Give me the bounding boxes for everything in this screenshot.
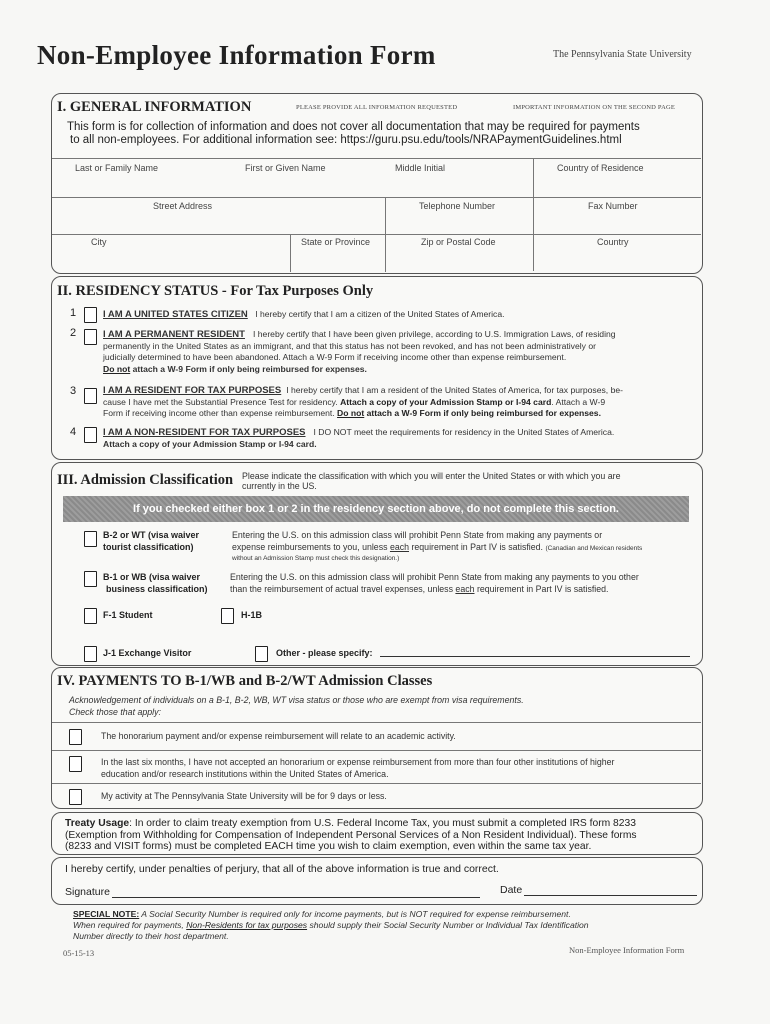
residency-2-text — [103, 329, 673, 375]
residency-3-title: I AM A RESIDENT FOR TAX PURPOSES — [103, 385, 282, 396]
intro-line-2: to all non-employees. For additional information see: https://guru.psu.edu/tools/NRAPaymentGuidelines.html — [70, 134, 622, 146]
section3-heading: III. Admission Classification — [57, 472, 234, 488]
section4-sub1: Acknowledgement of individuals on a B-1, B-2, WB, WT visa status or those who are exempt from visa requirements. — [69, 695, 524, 705]
section3-instructions — [242, 472, 682, 491]
f1-label: F-1 Student — [103, 610, 153, 620]
residency-4-text — [103, 427, 673, 450]
section1-note-right: IMPORTANT INFORMATION ON THE SECOND PAGE — [513, 104, 676, 111]
residency-4-title: I AM A NON-RESIDENT FOR TAX PURPOSES — [103, 427, 306, 438]
fax-field[interactable]: Fax Number — [588, 201, 638, 211]
payments-item2-line1: In the last six months, I have not accepted an honorarium or expense reimbursement from more than four other institutions of higher — [101, 757, 615, 767]
b1-description — [230, 571, 690, 595]
b1-desc-line2b: requirement in Part IV is satisfied. — [474, 584, 609, 594]
section3-banner: If you checked either box 1 or 2 in the residency section above, do not complete this section. — [63, 496, 689, 522]
intro-line-1: This form is for collection of information and does not cover all documentation that may be required for payments — [67, 121, 640, 133]
b1-desc-line2a: than the reimbursement of actual travel expenses, unless — [230, 584, 456, 594]
footer-code: 05-15-13 — [63, 948, 95, 958]
b1-checkbox[interactable] — [84, 571, 97, 587]
residency-1-title: I AM A UNITED STATES CITIZEN — [103, 309, 248, 320]
special-note-nonresidents: Non-Residents for tax purposes — [186, 920, 308, 930]
h1b-label: H-1B — [241, 610, 263, 620]
special-note-line2b: should supply their Social Security Number or Individual Tax Identification — [307, 920, 589, 930]
city-field[interactable]: City — [91, 237, 107, 247]
payments-item2-line2: education and/or research institutions within the United States of America. — [101, 769, 389, 779]
residency-4-number: 4 — [70, 426, 77, 438]
special-note — [73, 909, 693, 942]
residency-1-checkbox[interactable] — [84, 307, 97, 323]
payments-item3-checkbox[interactable] — [69, 789, 82, 805]
state-field[interactable]: State or Province — [301, 237, 371, 247]
other-label: Other - please specify: — [276, 648, 373, 658]
b1-desc-each: each — [455, 584, 475, 594]
b1-desc-line1: Entering the U.S. on this admission class will prohibit Penn State from making any payments to you other — [230, 572, 639, 582]
date-label: Date — [500, 884, 523, 896]
university-name: The Pennsylvania State University — [553, 49, 692, 60]
street-address-field[interactable]: Street Address — [153, 201, 213, 211]
b1-label-line2: business classification) — [106, 584, 208, 594]
b2-note-line2: without an Admission Stamp must check this designation.) — [232, 555, 400, 562]
section4-row-line-2 — [52, 750, 701, 751]
middle-initial-field[interactable]: Middle Initial — [395, 163, 446, 173]
special-note-line3: Number directly to their host department. — [73, 931, 229, 941]
residency-3-do-not: Do not — [337, 408, 365, 418]
section4-sub2: Check those that apply: — [69, 706, 161, 717]
grid-v-2 — [385, 197, 386, 234]
section4-subtitle — [69, 695, 524, 718]
residency-3-line2b: Attach a copy of your Admission Stamp or I-94 card — [340, 396, 552, 407]
residency-2-title: I AM A PERMANENT RESIDENT — [103, 329, 245, 340]
residency-2-line4: attach a W-9 Form if only being reimbursed for expenses. — [130, 363, 367, 374]
section4-row-line-1 — [52, 722, 701, 723]
special-note-line2a: When required for payments, — [73, 920, 187, 930]
b2-desc-line2a: expense reimbursements to you, unless — [232, 542, 390, 552]
residency-3-line2c: . Attach a W-9 — [551, 396, 606, 407]
last-name-field[interactable]: Last or Family Name — [75, 163, 159, 173]
residency-1-text — [103, 309, 505, 321]
f1-checkbox[interactable] — [84, 608, 97, 624]
section4-row-line-3 — [52, 783, 701, 784]
residency-2-number: 2 — [70, 327, 77, 339]
b1-label-line1: B-1 or WB (visa waiver — [103, 572, 201, 582]
payments-item1-checkbox[interactable] — [69, 729, 82, 745]
payments-item1-text: The honorarium payment and/or expense reimbursement will relate to an academic activity. — [101, 731, 456, 741]
other-checkbox[interactable] — [255, 646, 268, 662]
residency-1-number: 1 — [70, 307, 77, 319]
treaty-line1: : In order to claim treaty exemption from U.S. Federal Income Tax, you must submit a completed IRS form 8233 — [129, 818, 636, 829]
residency-4-line1: I DO NOT meet the requirements for residency in the United States of America. — [313, 427, 615, 437]
treaty-usage-text — [65, 818, 695, 853]
payments-item2-text — [101, 756, 691, 780]
special-note-line1: A Social Security Number is required only for income payments, but is NOT required for expense reimbursement. — [139, 909, 571, 919]
footer-form-name: Non-Employee Information Form — [569, 945, 685, 955]
residency-3-line2a: cause I have met the Substantial Presence Test for residency. — [103, 396, 341, 407]
b2-note-line1: (Canadian and Mexican residents — [545, 545, 643, 552]
section-admission-classification — [51, 462, 703, 666]
zip-field[interactable]: Zip or Postal Code — [421, 237, 496, 247]
b2-label-line1: B-2 or WT (visa waiver — [103, 530, 200, 540]
country-field[interactable]: Country — [597, 237, 629, 247]
section1-heading: I. GENERAL INFORMATION — [57, 99, 252, 115]
residency-3-line3b: attach a W-9 Form if only being reimbursed for expenses. — [364, 408, 601, 418]
residency-4-line2: Attach a copy of your Admission Stamp or I-94 card. — [103, 438, 317, 449]
payments-item3-text: My activity at The Pennsylvania State University will be for 9 days or less. — [101, 791, 387, 801]
grid-v-1 — [533, 158, 534, 197]
b2-desc-line2b: requirement in Part IV is satisfied. — [409, 542, 543, 552]
residency-4-checkbox[interactable] — [84, 427, 97, 443]
section4-heading: IV. PAYMENTS TO B-1/WB and B-2/WT Admission Classes — [57, 673, 433, 689]
section1-intro — [67, 121, 697, 147]
treaty-line3: (8233 and VISIT forms) must be completed EACH time you wish to claim exemption, even within the same tax year. — [65, 841, 592, 852]
b2-label — [103, 529, 199, 553]
section3-instructions-line2: currently in the US. — [242, 480, 317, 491]
grid-h-2 — [52, 197, 701, 198]
residency-2-line2: permanently in the United States as an immigrant, and that this status has not been revoked, and has not been administratively or — [103, 340, 596, 351]
j1-label: J-1 Exchange Visitor — [103, 648, 192, 658]
j1-checkbox[interactable] — [84, 646, 97, 662]
residency-3-checkbox[interactable] — [84, 388, 97, 404]
date-line[interactable] — [524, 895, 697, 896]
b2-checkbox[interactable] — [84, 531, 97, 547]
form-title: Non-Employee Information Form — [37, 40, 436, 70]
b2-description — [232, 529, 692, 563]
grid-v-4 — [290, 234, 291, 272]
payments-item2-checkbox[interactable] — [69, 756, 82, 772]
section1-note-left: PLEASE PROVIDE ALL INFORMATION REQUESTED — [296, 104, 458, 111]
grid-v-3 — [533, 197, 534, 271]
residency-3-line3a: Form if receiving income other than expense reimbursement. — [103, 408, 338, 418]
signature-label: Signature — [65, 886, 110, 898]
residency-2-checkbox[interactable] — [84, 329, 97, 345]
section2-heading: II. RESIDENCY STATUS - For Tax Purposes Only — [57, 283, 374, 299]
signature-line[interactable] — [112, 897, 480, 898]
country-residence-field[interactable]: Country of Residence — [557, 163, 644, 173]
section3-instructions-line1: Please indicate the classification with which you will enter the United States or with which you are — [242, 471, 621, 481]
grid-h-3 — [52, 234, 701, 235]
treaty-label: Treaty Usage — [65, 818, 130, 829]
b1-label — [103, 571, 208, 595]
other-specify-line[interactable] — [380, 656, 690, 657]
first-name-field[interactable]: First or Given Name — [245, 163, 326, 173]
b2-label-line2: tourist classification) — [103, 542, 194, 552]
telephone-field[interactable]: Telephone Number — [419, 201, 496, 211]
certify-statement: I hereby certify, under penalties of perjury, that all of the above information is true and correct. — [65, 863, 499, 875]
residency-1-line1: I hereby certify that I am a citizen of the United States of America. — [255, 309, 505, 319]
residency-2-do-not: Do not — [103, 363, 131, 374]
residency-3-number: 3 — [70, 385, 77, 397]
grid-v-5 — [385, 234, 386, 272]
b2-desc-line1: Entering the U.S. on this admission class will prohibit Penn State from making any payments or — [232, 530, 603, 540]
grid-h-1 — [52, 158, 701, 159]
h1b-checkbox[interactable] — [221, 608, 234, 624]
residency-3-text — [103, 385, 673, 420]
residency-2-line1: I hereby certify that I have been given privilege, according to U.S. Immigration Laws, of residing — [252, 329, 616, 339]
b2-desc-each: each — [389, 542, 410, 552]
treaty-line2: (Exemption from Withholding for Compensation of Independent Personal Services of a Non Resident Individual). These forms — [65, 829, 637, 841]
residency-3-line1: I hereby certify that I am a resident of the United States of America, for tax purposes, be- — [286, 385, 623, 395]
residency-2-line3: judicially determined to have been abandoned. Attach a W-9 Form if receiving income other than expense reimbursement. — [103, 352, 567, 362]
special-note-label: SPECIAL NOTE: — [73, 909, 140, 919]
